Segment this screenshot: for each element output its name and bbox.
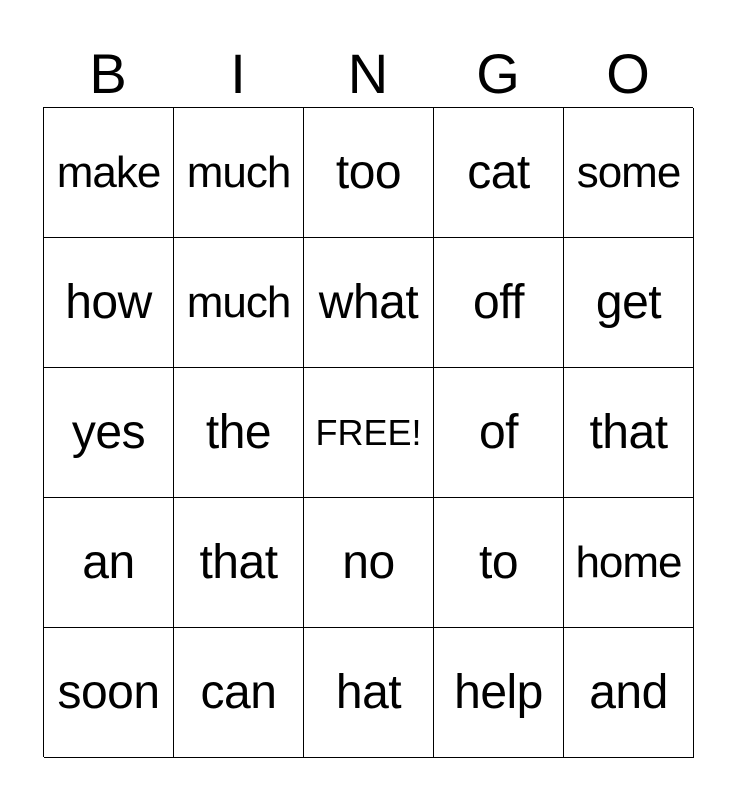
header-letter-b: B — [89, 42, 127, 105]
bingo-cell[interactable]: much — [174, 108, 304, 238]
bingo-cell[interactable]: hat — [304, 628, 434, 758]
header-letter-g: G — [476, 42, 520, 105]
bingo-cell[interactable]: and — [564, 628, 694, 758]
bingo-cell[interactable]: home — [564, 498, 694, 628]
bingo-cell[interactable]: cat — [434, 108, 564, 238]
bingo-cell[interactable]: some — [564, 108, 694, 238]
bingo-cell[interactable]: too — [304, 108, 434, 238]
bingo-cell[interactable]: that — [564, 368, 694, 498]
free-space-cell[interactable]: FREE! — [304, 368, 434, 498]
header-letter-o: O — [606, 42, 650, 105]
bingo-cell[interactable]: soon — [44, 628, 174, 758]
bingo-cell[interactable]: to — [434, 498, 564, 628]
bingo-cell[interactable]: what — [304, 238, 434, 368]
bingo-cell[interactable]: an — [44, 498, 174, 628]
bingo-cell[interactable]: get — [564, 238, 694, 368]
header-letter-i: I — [230, 42, 246, 105]
bingo-cell[interactable]: how — [44, 238, 174, 368]
bingo-cell[interactable]: the — [174, 368, 304, 498]
bingo-header — [43, 40, 693, 108]
bingo-cell[interactable]: much — [174, 238, 304, 368]
bingo-cell[interactable]: no — [304, 498, 434, 628]
bingo-cell[interactable]: can — [174, 628, 304, 758]
bingo-cell[interactable]: help — [434, 628, 564, 758]
header-letter-n: N — [347, 42, 389, 105]
bingo-cell[interactable]: make — [44, 108, 174, 238]
bingo-cell[interactable]: yes — [44, 368, 174, 498]
bingo-board — [43, 107, 693, 757]
bingo-cell[interactable]: that — [174, 498, 304, 628]
bingo-cell[interactable]: off — [434, 238, 564, 368]
bingo-cell[interactable]: of — [434, 368, 564, 498]
